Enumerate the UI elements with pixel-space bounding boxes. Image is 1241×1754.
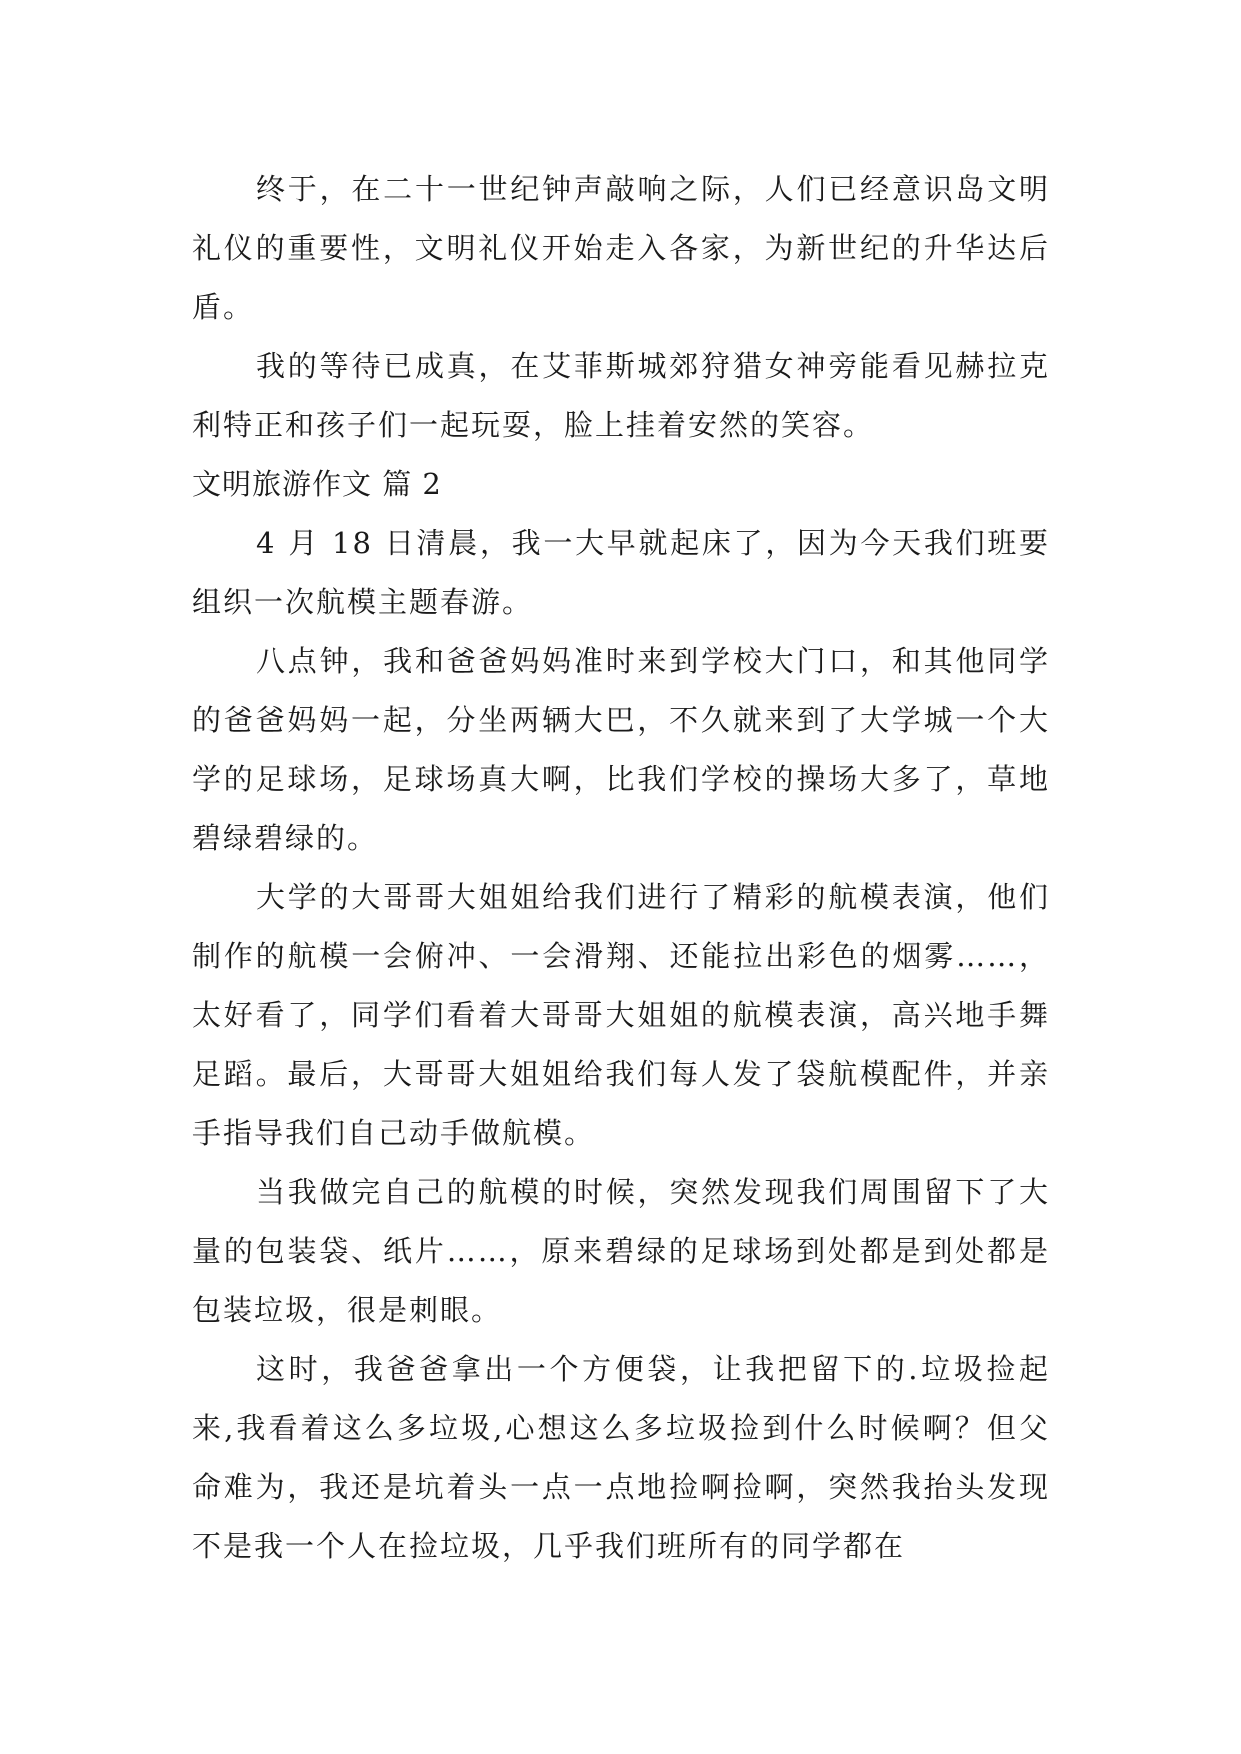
paragraph: 大学的大哥哥大姐姐给我们进行了精彩的航模表演，他们制作的航模一会俯冲、一会滑翔、还能拉出彩色的烟雾……，太好看了，同学们看着大哥哥大姐姐的航模表演，高兴地手舞足蹈。最后，大哥哥大姐姐给我们每人发了袋航模配件，并亲手指导我们自己动手做航模。: [192, 880, 1050, 1150]
paragraph: 终于，在二十一世纪钟声敲响之际，人们已经意识岛文明礼仪的重要性，文明礼仪开始走入各家，为新世纪的升华达后盾。: [192, 172, 1050, 324]
paragraph: 我的等待已成真，在艾菲斯城郊狩猎女神旁能看见赫拉克利特正和孩子们一起玩耍，脸上挂着安然的笑容。: [192, 349, 1050, 442]
paragraph: 这时，我爸爸拿出一个方便袋，让我把留下的.垃圾捡起来,我看着这么多垃圾,心想这么多垃圾捡到什么时候啊？但父命难为，我还是坑着头一点一点地捡啊捡啊，突然我抬头发现不是我一个人在捡垃圾，几乎我们班所有的同学都在: [192, 1352, 1050, 1563]
section-heading: 文明旅游作文 篇 2: [192, 467, 442, 501]
paragraph: 当我做完自己的航模的时候，突然发现我们周围留下了大量的包装袋、纸片……，原来碧绿的足球场到处都是到处都是包装垃圾，很是刺眼。: [192, 1175, 1050, 1327]
paragraph: 4 月 18 日清晨，我一大早就起床了，因为今天我们班要组织一次航模主题春游。: [192, 526, 1050, 619]
document-body: [192, 160, 1050, 1576]
paragraph: 八点钟，我和爸爸妈妈准时来到学校大门口，和其他同学的爸爸妈妈一起，分坐两辆大巴，不久就来到了大学城一个大学的足球场，足球场真大啊，比我们学校的操场大多了，草地碧绿碧绿的。: [192, 644, 1050, 855]
